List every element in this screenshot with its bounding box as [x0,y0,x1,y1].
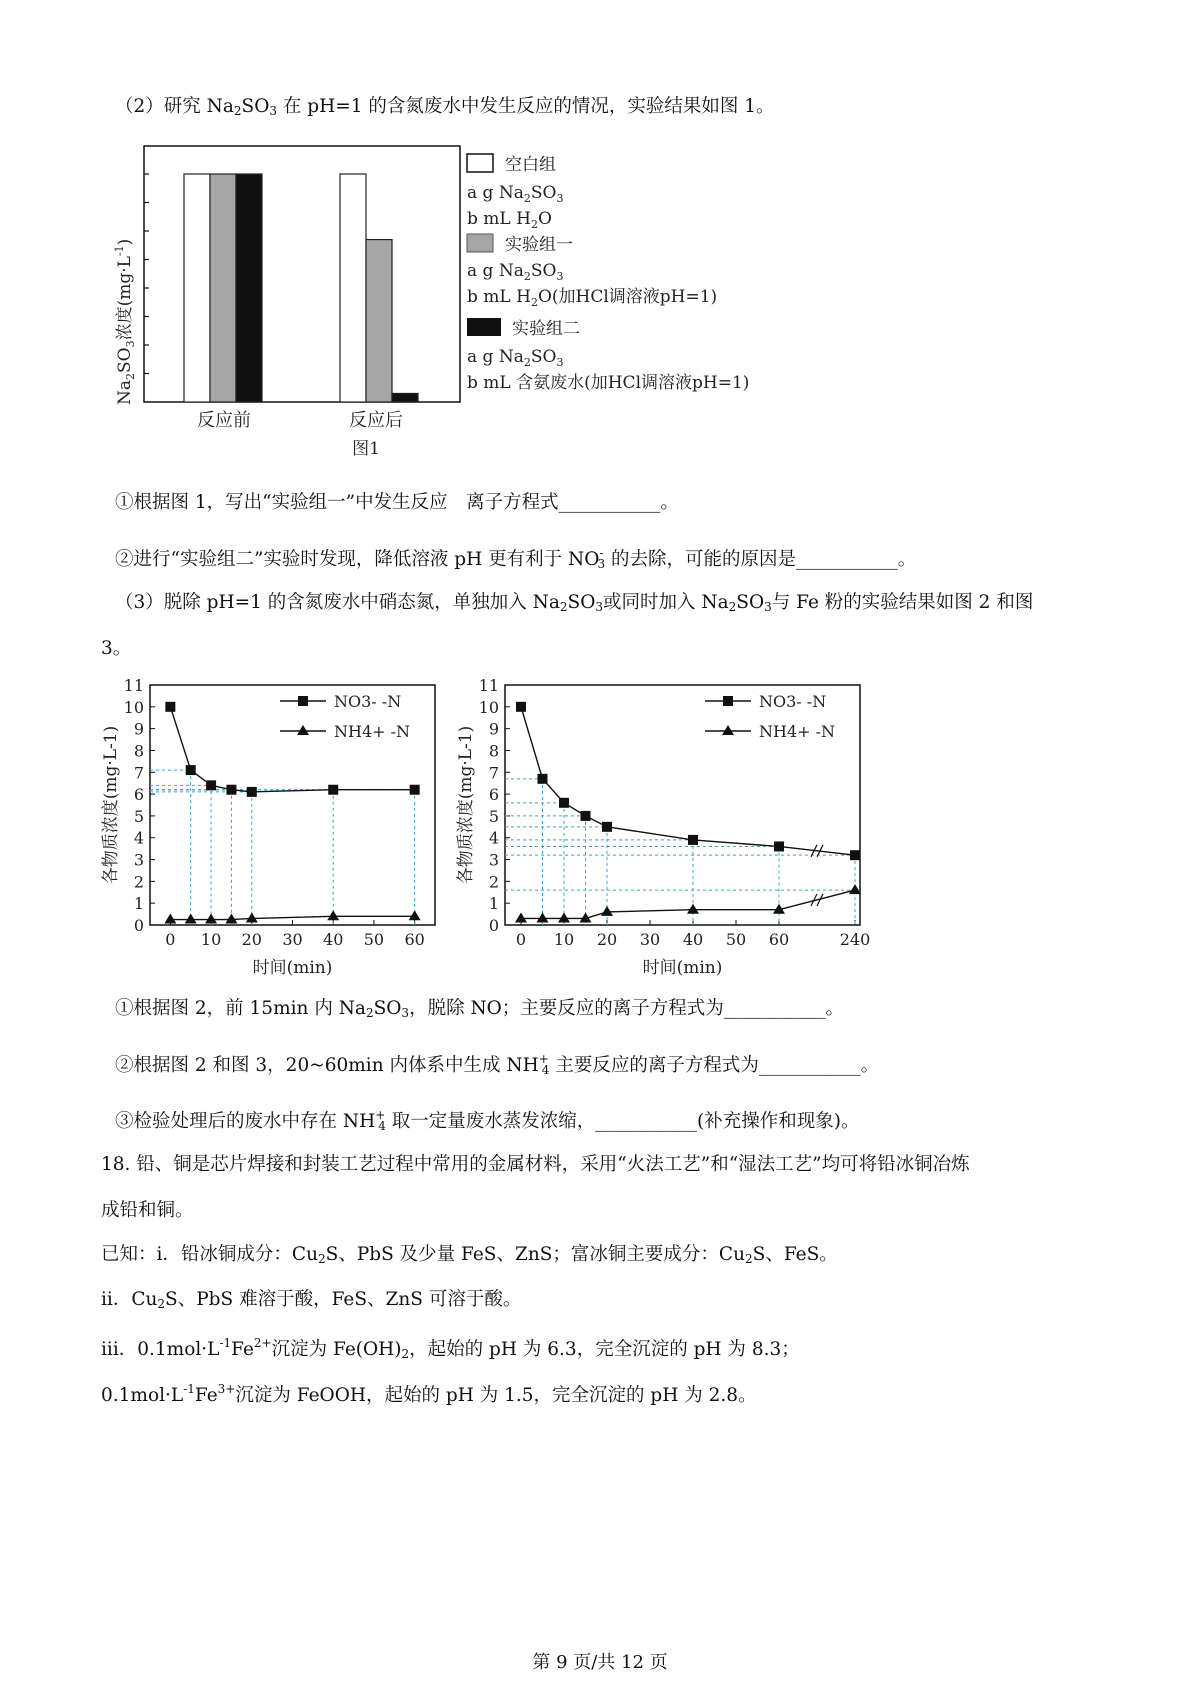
y-tick-label: 6 [133,785,144,805]
k1-s2: 2 [318,1252,326,1266]
series-line [521,890,855,918]
lg-e2-tail: O(加HCl调溶液pH=1) [537,287,718,307]
q3-1-s3: 3 [401,1006,410,1020]
q2-sub2-pre: ②进行“实验组二”实验时发现，降低溶液 pH 更有利于 NO [115,549,600,570]
x-tick-label: 60 [404,930,425,949]
marker-triangle [409,910,421,920]
legend-swatch-exp2 [467,318,501,336]
y-tick-label: 4 [488,828,499,848]
svg-text:Na2SO3浓度(mg·L-1) [113,239,137,405]
q3-intro-cont: 3。 [101,638,132,659]
legend-exp2-line2: b mL 含氨废水(加HCl调溶液pH=1) [467,373,750,393]
q3-2-sub: 4 [541,1063,550,1077]
x-tick-label: 30 [282,930,303,949]
q3-s3: 3 [595,600,604,614]
lg-e1: a g Na [467,261,524,281]
lg-b1-s3: 3 [556,192,564,205]
page-footer: 第 9 页/共 12 页 [532,1652,668,1673]
so-text: SO [241,96,270,117]
marker-triangle [327,910,339,920]
k2-s2: 2 [157,1297,166,1311]
y-tick-label: 11 [123,676,144,695]
q2-intro-text: （2）研究 Na [115,96,234,117]
known-2 [101,1287,521,1317]
legend-exp1-title: 实验组一 [505,235,573,255]
sub-2: 2 [233,104,242,118]
y-tick-label: 9 [133,719,144,739]
legend-blank-line2 [467,209,552,231]
q3-3-post: 取一定量废水蒸发浓缩，___________(补充操作和现象)。 [385,1111,860,1132]
q3-2-sup: + [538,1052,549,1066]
legend-marker-triangle [297,725,309,735]
fig1-ylabel-close: ) [115,238,135,246]
x-tick-label: 0 [515,930,527,949]
k3-post: ，起始的 pH 为 6.3，完全沉淀的 pH 为 8.3； [409,1339,800,1360]
lg-x1-so: SO [530,347,557,367]
legend-blank-line1 [467,183,563,205]
k4-pre: 0.1mol·L [101,1385,184,1406]
marker-triangle [225,914,237,924]
legend-marker-square [298,696,308,706]
y-tick-label: 5 [133,806,144,826]
y-tick-label: 4 [133,828,144,848]
series-line [170,916,414,919]
series-line [170,707,414,792]
k3-mid2: 沉淀为 Fe(OH) [271,1339,402,1360]
marker-square [559,798,569,808]
fig1-ylabel-sub2: 2 [124,372,137,380]
fig1-bar [210,174,236,402]
marker-square [538,774,548,784]
fig1-ylabel-sup: -1 [113,245,126,257]
q3-mid: 或同时加入 Na [603,592,729,613]
q3-2-pre: ②根据图 2 和图 3，20~60min 内体系中生成 NH [115,1055,539,1076]
x-tick-label: 0 [165,930,176,949]
y-tick-label: 7 [488,763,499,783]
k4-mid: Fe [194,1385,218,1406]
fig1-bar [184,174,210,402]
marker-square [165,702,175,712]
y-axis-label: 各物质浓度(mg·L-1) [456,725,476,885]
k1-mid: S、PbS 及少量 FeS、ZnS；富冰铜主要成分：Cu [325,1244,745,1265]
y-tick-label: 10 [123,697,144,717]
legend-marker-square [723,696,733,706]
k2-post: S、PbS 难溶于酸，FeS、ZnS 可溶于酸。 [165,1289,522,1310]
lg-b2-o: O [537,209,552,229]
marker-triangle [246,912,258,922]
q3-sub3 [115,1102,859,1139]
legend-marker-triangle [722,725,734,735]
marker-square [328,785,338,795]
fig1-ylabel-na: Na [115,379,135,405]
k1-post: S、FeS。 [752,1244,838,1265]
y-tick-label: 5 [488,806,499,826]
y-tick-label: 0 [133,916,144,935]
marker-triangle [164,914,176,924]
marker-triangle [849,884,861,894]
q3-so: SO [567,592,596,613]
k4-post: 沉淀为 FeOOH，起始的 pH 为 1.5，完全沉淀的 pH 为 2.8。 [235,1385,757,1406]
lg-b2: b mL H [467,209,531,229]
y-tick-label: 2 [133,872,144,892]
lg-b1-so: SO [530,183,557,203]
fig1-legend [467,154,749,393]
lg-b2-s2: 2 [530,218,538,231]
k1-s2b: 2 [745,1252,753,1266]
q3-post: 与 Fe 粉的实验结果如图 2 和图 [771,592,1034,613]
legend-exp2-title: 实验组二 [512,319,580,339]
k4-sup2: 3+ [217,1382,236,1396]
x-tick-label: 10 [200,930,222,949]
y-tick-label: 8 [133,741,144,761]
q2-sub2 [115,540,916,577]
marker-square [226,785,236,795]
q3-sob: SO [736,592,765,613]
legend-label-no3: NO3- -N [759,692,827,711]
marker-triangle [601,906,613,916]
k3-sup2: 2+ [253,1336,272,1350]
known-3 [101,1330,800,1367]
lg-e2: b mL H [467,287,531,307]
legend-label-no3: NO3- -N [334,692,402,711]
plot-frame [505,685,860,925]
q3-s2: 2 [559,600,568,614]
lg-x1: a g Na [467,347,524,367]
k1-pre: 已知：i．铅冰铜成分：Cu [101,1244,318,1265]
legend-blank-title: 空白组 [505,155,556,175]
y-tick-label: 1 [133,894,144,914]
q3-s2b: 2 [728,600,737,614]
k3-sup1: -1 [219,1336,232,1350]
marker-square [410,785,420,795]
x-tick-label: 40 [682,930,704,949]
legend-swatch-blank [467,154,493,172]
fig1-ylabel-so: SO [115,347,135,373]
x-tick-label: 20 [241,930,262,949]
q3-intro [115,590,1033,620]
legend-swatch-exp1 [467,234,493,252]
q3-2-post: 主要反应的离子方程式为___________。 [549,1055,880,1076]
k3-pre: iii．0.1mol·L [101,1339,220,1360]
y-tick-label: 8 [488,741,499,761]
y-tick-label: 2 [488,872,499,892]
fig1-category-before: 反应前 [197,410,251,431]
x-tick-label: 20 [596,930,618,949]
k4-sup1: -1 [183,1382,195,1396]
q2-sub2-sup: - [599,546,604,560]
fig1-plot [144,146,460,402]
q3-s3b: 3 [764,600,772,614]
q3-sub2 [115,1046,879,1083]
fig1-ylabel-text: 浓度(mg·L [115,256,135,341]
x-tick-label: 40 [323,930,344,949]
marker-triangle [205,914,217,924]
y-tick-label: 9 [488,719,499,739]
y-tick-label: 0 [488,916,499,935]
marker-square [516,702,526,712]
x-axis-label: 时间(min) [642,958,723,978]
lg-x1-s2: 2 [523,356,531,369]
marker-triangle [537,912,549,922]
q3-3-sup: + [375,1108,386,1122]
q2-sub2-sub: 3 [597,557,606,571]
lg-b1: a g Na [467,183,524,203]
y-axis-label: 各物质浓度(mg·L-1) [101,725,121,885]
q2-intro-post: 在 pH=1 的含氮废水中发生反应的情况，实验结果如图 1。 [282,96,775,117]
marker-square [186,765,196,775]
legend-exp1-line2 [467,287,717,309]
legend-exp2-line1 [467,347,563,369]
y-tick-label: 11 [478,676,499,695]
q18-line2: 成铅和铜。 [101,1200,194,1221]
fig1-bar [236,174,262,402]
marker-square [850,850,860,860]
marker-square [688,835,698,845]
x-tick-label: 10 [553,930,575,949]
x-tick-label: 30 [639,930,661,949]
lg-e1-so: SO [530,261,557,281]
marker-triangle [185,914,197,924]
fig1-bar [366,240,392,402]
y-tick-label: 10 [478,697,499,717]
fig1-bar [392,393,418,402]
marker-triangle [515,912,527,922]
legend-exp1-line1 [467,261,563,283]
x-tick-label: 50 [725,930,747,949]
fig1-category-after: 反应后 [349,410,403,431]
figure-1-bar-chart [100,140,780,470]
marker-triangle [687,904,699,914]
x-tick-label: 60 [768,930,790,949]
fig1-caption: 图1 [352,439,380,459]
y-tick-label: 7 [133,763,144,783]
q3-sub1 [115,996,844,1026]
marker-square [247,787,257,797]
known-1 [101,1242,838,1272]
legend-label-nh4: NH4+ -N [334,722,411,741]
x-axis-label: 时间(min) [252,958,333,978]
y-tick-label: 3 [133,850,144,870]
fig1-bar [340,174,366,402]
marker-triangle [558,912,570,922]
x-tick-label: 240 [839,930,871,949]
known-4 [101,1376,757,1409]
marker-square [206,780,216,790]
q3-pre: （3）脱除 pH=1 的含氮废水中硝态氮，单独加入 Na [115,592,560,613]
q3-1-post: ，脱除 NO；主要反应的离子方程式为___________。 [409,998,845,1019]
marker-square [774,841,784,851]
q3-1-s2: 2 [365,1006,374,1020]
q3-3-sub: 4 [378,1119,386,1133]
legend-label-nh4: NH4+ -N [759,722,836,741]
k2-pre: ii．Cu [101,1289,158,1310]
marker-square [581,811,591,821]
k3-mid: Fe [231,1339,254,1360]
fig1-ylabel [113,239,137,405]
q2-sub2-post: 的去除，可能的原因是___________。 [605,549,917,570]
lg-b1-s2: 2 [523,192,531,205]
lg-e1-s3: 3 [556,270,564,283]
figure-3-line-chart [455,675,875,980]
figure-2-line-chart [100,675,450,980]
q2-sub1: ①根据图 1，写出“实验组一”中发生反应 离子方程式___________。 [115,492,679,513]
plot-frame [150,685,435,925]
lg-x1-s3: 3 [556,356,564,369]
sub-3: 3 [269,104,277,118]
q3-1-pre: ①根据图 2，前 15min 内 Na [115,998,366,1019]
y-tick-label: 1 [488,894,499,914]
y-tick-label: 3 [488,850,499,870]
q18-line1: 18. 铅、铜是芯片焊接和封装工艺过程中常用的金属材料，采用“火法工艺”和“湿法工艺”均可将铅冰铜冶炼 [101,1154,970,1175]
k3-s2: 2 [401,1347,410,1361]
q3-1-so: SO [373,998,402,1019]
q2-intro [115,94,775,124]
lg-e2-s2: 2 [530,296,538,309]
y-tick-label: 6 [488,785,499,805]
lg-e1-s2: 2 [523,270,531,283]
fig1-ylabel-sub3: 3 [124,340,137,348]
marker-square [602,822,612,832]
x-tick-label: 50 [363,930,385,949]
q3-3-pre: ③检验处理后的废水中存在 NH [115,1111,376,1132]
